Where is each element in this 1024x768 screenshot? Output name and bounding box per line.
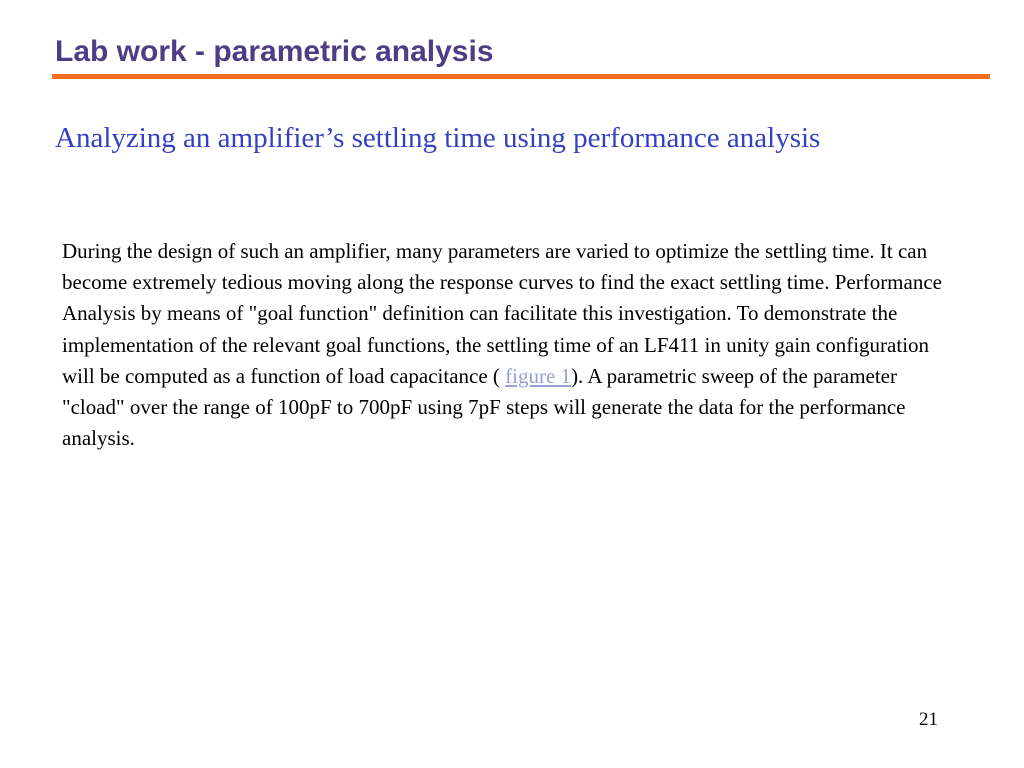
page-number: 21: [919, 709, 938, 730]
body-text-before-link: During the design of such an amplifier, many parameters are varied to optimize the settling time. It can become extremely tedious moving along the response curves to find the exact settling time. Performance Analysis by means of "goal function" definition can facilitate this investigation. To demonstrate the implementation of the relevant goal functions, the settling time of an LF411 in unity gain configuration will be computed as a function of load capacitance (: [62, 239, 942, 388]
body-text-after-link: ). A parametric sweep of the parameter "cload" over the range of 100pF to 700pF using 7pF steps will generate the data for the performance analysis.: [62, 363, 906, 451]
slide-subtitle: Analyzing an amplifier’s settling time using performance analysis: [55, 122, 821, 154]
figure-1-link[interactable]: figure 1: [505, 363, 572, 388]
slide-title: Lab work - parametric analysis: [55, 35, 494, 68]
title-divider: [52, 74, 990, 79]
body-paragraph: [62, 236, 952, 454]
